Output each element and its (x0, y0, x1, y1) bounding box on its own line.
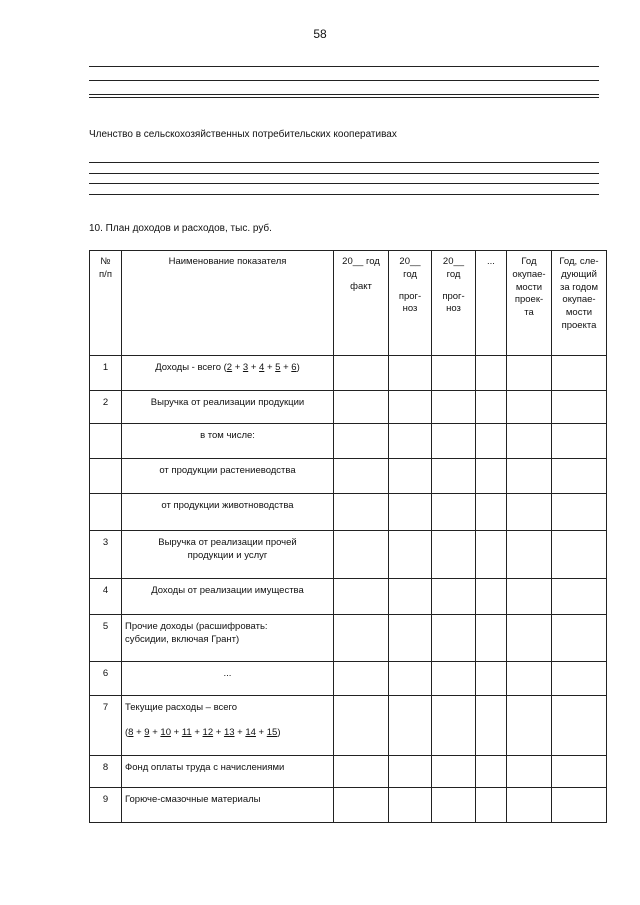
cell[interactable] (334, 579, 389, 615)
cell[interactable] (432, 579, 476, 615)
row-number: 6 (90, 662, 122, 696)
header-line: Год, сле- (559, 256, 599, 267)
cell[interactable] (334, 494, 389, 531)
header-num-line: № (100, 256, 111, 267)
cell[interactable] (389, 788, 432, 823)
header-year-line: 20__ год (342, 256, 380, 267)
cell[interactable] (476, 788, 507, 823)
cell[interactable] (432, 662, 476, 696)
indicator-line: Прочие доходы (расшифровать: (125, 621, 268, 632)
header-line: прог- (442, 290, 465, 302)
table-row (90, 756, 607, 788)
blank-line (89, 194, 599, 195)
cell[interactable] (476, 662, 507, 696)
row-indicator: от продукции растениеводства (122, 459, 334, 494)
cell[interactable] (507, 356, 552, 391)
table-row (90, 531, 607, 579)
cell[interactable] (389, 756, 432, 788)
cell[interactable] (507, 756, 552, 788)
cell[interactable] (552, 579, 607, 615)
header-line: мости (515, 281, 543, 293)
row-indicator: Выручка от реализации продукции (122, 391, 334, 424)
cell[interactable] (507, 494, 552, 531)
row-number (90, 494, 122, 531)
header-ellipsis: ... (476, 251, 507, 356)
header-line: ноз (446, 303, 461, 315)
formula-ref: 6 (291, 362, 297, 373)
cell[interactable] (389, 662, 432, 696)
table-row (90, 459, 607, 494)
header-next-year (552, 251, 607, 356)
header-name: Наименование показателя (122, 251, 334, 356)
cell[interactable] (334, 356, 389, 391)
row-number: 7 (90, 696, 122, 756)
header-line: год (403, 268, 417, 280)
row-indicator (122, 696, 334, 756)
header-payback-year (507, 251, 552, 356)
cell[interactable] (432, 459, 476, 494)
cell[interactable] (334, 662, 389, 696)
cell[interactable] (334, 615, 389, 662)
indicator-line: продукции и услуг (187, 549, 268, 561)
blank-line (89, 66, 599, 67)
row-number: 4 (90, 579, 122, 615)
cell[interactable] (334, 756, 389, 788)
formula-ref: 11 (181, 726, 192, 738)
cell[interactable] (334, 391, 389, 424)
blank-line (89, 162, 599, 163)
cell[interactable] (507, 615, 552, 662)
row-indicator: в том числе: (122, 424, 334, 459)
cell[interactable] (389, 356, 432, 391)
cell[interactable] (389, 494, 432, 531)
cell[interactable] (552, 459, 607, 494)
header-year-forecast-1 (389, 251, 432, 356)
cell[interactable] (334, 531, 389, 579)
cell[interactable] (389, 459, 432, 494)
blank-line (89, 80, 599, 81)
cell[interactable] (552, 424, 607, 459)
header-num-line: п/п (99, 268, 112, 280)
cell[interactable] (389, 531, 432, 579)
cell[interactable] (552, 615, 607, 662)
header-line: прог- (398, 290, 422, 302)
row-number: 1 (90, 356, 122, 391)
row-indicator: Горюче-смазочные материалы (122, 788, 334, 823)
cell[interactable] (432, 696, 476, 756)
cell[interactable] (432, 788, 476, 823)
header-line: 20__ (399, 256, 421, 267)
cell[interactable] (507, 391, 552, 424)
cell[interactable] (476, 756, 507, 788)
header-fact-line: факт (350, 280, 372, 292)
table-row (90, 391, 607, 424)
cell[interactable] (476, 424, 507, 459)
cell[interactable] (334, 788, 389, 823)
cell[interactable] (507, 531, 552, 579)
page-number: 58 (313, 27, 327, 41)
cell[interactable] (476, 494, 507, 531)
table-row (90, 424, 607, 459)
formula-ref: 2 (226, 362, 233, 373)
cell[interactable] (476, 391, 507, 424)
header-line: год (446, 268, 461, 280)
section-title: 10. План доходов и расходов, тыс. руб. (89, 223, 272, 234)
cell[interactable] (389, 579, 432, 615)
formula-ref: 5 (275, 362, 281, 373)
cell[interactable] (476, 459, 507, 494)
cell[interactable] (552, 662, 607, 696)
row-number (90, 424, 122, 459)
row-number: 8 (90, 756, 122, 788)
membership-label: Членство в сельскохозяйственных потребительских кооперативах (89, 129, 397, 140)
row-indicator: Доходы от реализации имущества (122, 579, 334, 615)
header-line: окупае- (512, 268, 546, 280)
cell[interactable] (476, 696, 507, 756)
income-expense-plan-table (89, 250, 607, 823)
cell[interactable] (552, 531, 607, 579)
cell[interactable] (507, 579, 552, 615)
header-line: за годом (560, 281, 598, 293)
cell[interactable] (476, 579, 507, 615)
cell[interactable] (334, 696, 389, 756)
cell[interactable] (389, 615, 432, 662)
header-line: проекта (561, 320, 597, 332)
indicator-line: Выручка от реализации прочей (158, 537, 297, 548)
indicator-text: Текущие расходы – всего (125, 702, 238, 713)
formula-ref: 14 (245, 726, 256, 738)
table-row (90, 696, 607, 756)
indicator-text: Доходы - всего (155, 362, 221, 373)
header-num (90, 251, 122, 356)
blank-line (89, 97, 599, 98)
header-line: дующий (561, 268, 597, 280)
formula-ref: 12 (202, 726, 214, 738)
cell[interactable] (552, 788, 607, 823)
formula-ref: 3 (242, 362, 249, 373)
row-indicator: ... (122, 662, 334, 696)
table-row (90, 662, 607, 696)
cell[interactable] (507, 424, 552, 459)
table-row (90, 788, 607, 823)
header-line: проек- (514, 294, 544, 306)
header-line: Год (521, 256, 537, 267)
cell[interactable] (432, 391, 476, 424)
row-indicator (122, 615, 334, 662)
blank-line (89, 94, 599, 95)
table-row (90, 615, 607, 662)
cell[interactable] (389, 424, 432, 459)
cell[interactable] (552, 696, 607, 756)
cell[interactable] (432, 756, 476, 788)
formula: (8 + 9 + 10 + 11 + 12 + 13 + 14 + 15) (125, 726, 281, 738)
header-line: 20__ (442, 256, 465, 267)
cell[interactable] (507, 788, 552, 823)
header-row (90, 251, 607, 356)
cell[interactable] (552, 756, 607, 788)
cell[interactable] (432, 615, 476, 662)
formula-ref: 15 (266, 726, 278, 738)
table-row (90, 356, 607, 391)
blank-line (89, 173, 599, 174)
formula-ref: 9 (144, 726, 150, 738)
table-row (90, 494, 607, 531)
cell[interactable] (334, 459, 389, 494)
table-row (90, 579, 607, 615)
cell[interactable] (432, 531, 476, 579)
header-line: мости (565, 307, 593, 319)
row-indicator (122, 531, 334, 579)
formula-ref: 10 (160, 726, 171, 738)
cell[interactable] (389, 391, 432, 424)
row-indicator: Фонд оплаты труда с начислениями (122, 756, 334, 788)
cell[interactable] (476, 531, 507, 579)
header-year-forecast-2 (432, 251, 476, 356)
cell[interactable] (507, 662, 552, 696)
row-indicator: Доходы - всего (2 + 3 + 4 + 5 + 6) (122, 356, 334, 391)
formula-ref: 4 (259, 362, 265, 373)
cell[interactable] (432, 424, 476, 459)
row-indicator: от продукции животноводства (122, 494, 334, 531)
blank-line (89, 183, 599, 184)
header-year-fact (334, 251, 389, 356)
cell[interactable] (552, 391, 607, 424)
cell[interactable] (552, 356, 607, 391)
formula-ref: 8 (128, 726, 134, 738)
cell[interactable] (476, 356, 507, 391)
header-line: окупае- (562, 294, 596, 306)
indicator-line: субсидии, включая Грант) (125, 633, 240, 645)
formula-ref: 13 (223, 726, 235, 738)
row-number (90, 459, 122, 494)
cell[interactable] (389, 696, 432, 756)
cell[interactable] (432, 356, 476, 391)
header-line: та (524, 307, 534, 319)
cell[interactable] (476, 615, 507, 662)
cell[interactable] (432, 494, 476, 531)
row-number: 3 (90, 531, 122, 579)
row-number: 2 (90, 391, 122, 424)
row-number: 9 (90, 788, 122, 823)
row-number: 5 (90, 615, 122, 662)
cell[interactable] (552, 494, 607, 531)
cell[interactable] (507, 459, 552, 494)
header-line: ноз (402, 303, 418, 315)
cell[interactable] (334, 424, 389, 459)
cell[interactable] (507, 696, 552, 756)
